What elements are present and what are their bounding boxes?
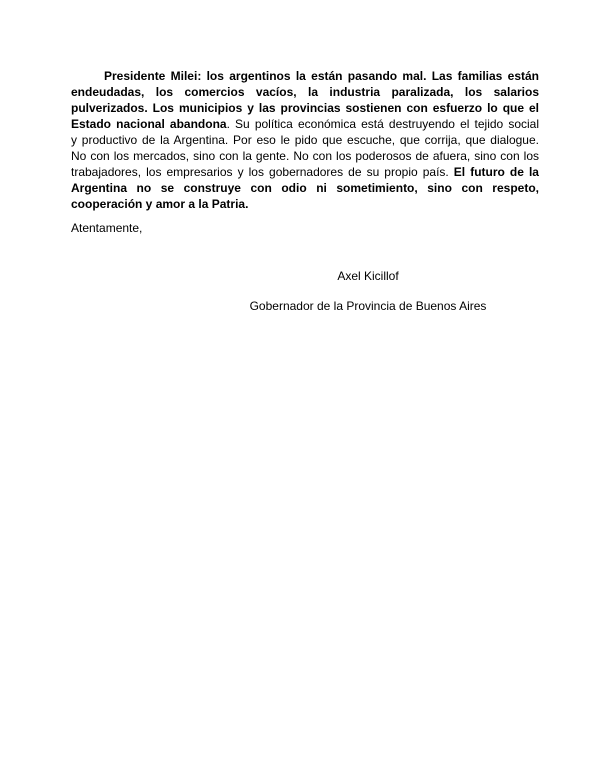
- paragraph-line-bold-text: pulverizados. Los municipios y las provincias sostienen con esfuerzo lo que el: [71, 101, 539, 115]
- paragraph-line: [71, 100, 539, 116]
- paragraph-line-bold-text: cooperación y amor a la Patria.: [71, 197, 249, 211]
- paragraph-line-bold-text: Presidente Milei: los argentinos la están pasando mal. Las familias están: [104, 69, 539, 83]
- signature-title: Gobernador de la Provincia de Buenos Aires: [249, 299, 487, 313]
- paragraph-line: [71, 196, 539, 212]
- paragraph-line-regular-text: No con los mercados, sino con la gente. No con los poderosos de afuera, sino con los: [71, 149, 539, 163]
- paragraph-line-bold-text: endeudadas, los comercios vacíos, la industria paralizada, los salarios: [71, 85, 539, 99]
- paragraph-line: [71, 164, 539, 180]
- paragraph-line-regular-text: trabajadores, los empresarios y los gobernadores de su propio país.: [71, 165, 454, 179]
- signature-name: Axel Kicillof: [337, 269, 399, 283]
- paragraph-line: [71, 132, 539, 148]
- paragraph-line: [71, 68, 539, 84]
- paragraph-line: [71, 180, 539, 196]
- signature-block: [197, 268, 539, 314]
- paragraph-line-regular-text: . Su política económica está destruyendo el tejido social: [226, 117, 540, 131]
- letter-body-paragraph: [71, 68, 539, 212]
- closing-salutation: Atentamente,: [71, 221, 143, 235]
- paragraph-line: [71, 116, 539, 132]
- paragraph-line-bold-text: El futuro de la: [453, 165, 539, 179]
- paragraph-line-bold-text: Argentina no se construye con odio ni sometimiento, sino con respeto,: [71, 181, 539, 195]
- paragraph-line-regular-text: y productivo de la Argentina. Por eso le pido que escuche, que corrija, que dialogue.: [71, 133, 539, 147]
- paragraph-line-bold-text: Estado nacional abandona: [71, 117, 227, 131]
- paragraph-line: [71, 84, 539, 100]
- paragraph-line: [71, 148, 539, 164]
